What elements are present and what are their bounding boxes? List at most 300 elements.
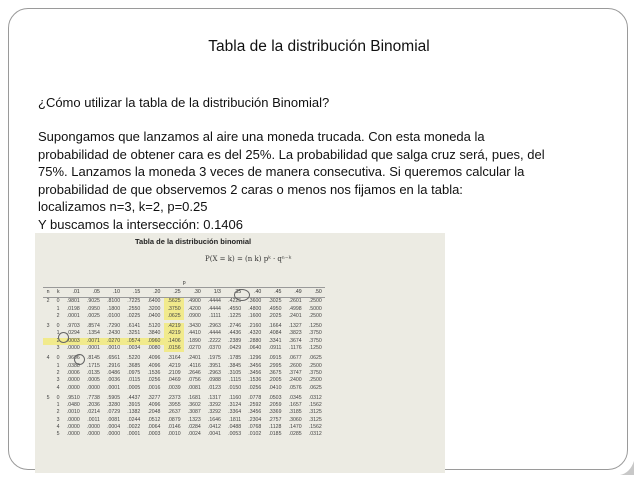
table-cell: .3750 xyxy=(164,306,184,313)
table-cell: 3 xyxy=(46,323,50,330)
table-row xyxy=(43,431,325,438)
table-cell: .0006 xyxy=(66,369,80,376)
table-cell: .0512 xyxy=(147,416,161,423)
p-label-row xyxy=(43,280,325,288)
table-cell: .3685 xyxy=(127,362,141,369)
table-cell: .0001 xyxy=(86,345,100,352)
table-row xyxy=(43,345,325,352)
table-cell: .0016 xyxy=(147,384,161,391)
table-cell: .1800 xyxy=(107,305,121,312)
table-cell: .3456 xyxy=(248,362,262,369)
table-cell: .0677 xyxy=(288,355,302,362)
table-cell: .0480 xyxy=(66,402,80,409)
table-cell: .0000 xyxy=(66,424,80,431)
table-cell: .0388 xyxy=(66,362,80,369)
table-cell: .0022 xyxy=(127,424,141,431)
table-cell: .0102 xyxy=(248,431,262,438)
table-cell: .2304 xyxy=(248,416,262,423)
explanation-paragraph xyxy=(38,128,608,233)
table-cell: 0 xyxy=(56,298,60,305)
table-cell: .3602 xyxy=(187,402,201,409)
table-cell: .2401 xyxy=(187,355,201,362)
paragraph-line: localizamos n=3, k=2, p=0.25 xyxy=(38,199,208,214)
table-cell: .0024 xyxy=(187,431,201,438)
table-cell xyxy=(43,402,53,409)
table-cell: .0000 xyxy=(66,416,80,423)
table-cell: .0003 xyxy=(147,431,161,438)
paragraph-line: probabilidad de que observemos 2 caras o menos nos fijamos en la tabla: xyxy=(38,181,463,197)
corner-curl-icon xyxy=(620,461,634,475)
table-cell: .3600 xyxy=(248,298,262,305)
table-cell: .0950 xyxy=(86,305,100,312)
table-cell: .0004 xyxy=(107,424,121,431)
table-cell: .0370 xyxy=(207,345,221,352)
table-cell: .0988 xyxy=(207,377,221,384)
table-cell: .4096 xyxy=(147,362,161,369)
table-cell: 2 xyxy=(56,312,60,319)
table-cell: .0001 xyxy=(66,312,80,319)
table-cell: 4 xyxy=(56,424,60,431)
table-cell: .2500 xyxy=(308,377,322,384)
table-cell: .1600 xyxy=(248,312,262,319)
table-cell: .2401 xyxy=(288,312,302,319)
table-cell: .4900 xyxy=(187,298,201,305)
table-cell: .0123 xyxy=(207,384,221,391)
table-cell xyxy=(43,306,53,313)
table-cell: .4410 xyxy=(187,330,201,337)
table-cell xyxy=(43,424,53,431)
table-cell: .4320 xyxy=(248,330,262,337)
table-cell: .0960 xyxy=(144,338,164,345)
table-cell: .0025 xyxy=(86,312,100,319)
table-cell: .0429 xyxy=(228,345,242,352)
table-cell: .1562 xyxy=(308,402,322,409)
table-cell: .3747 xyxy=(288,369,302,376)
table-cell: .3124 xyxy=(228,402,242,409)
table-cell: .0000 xyxy=(86,384,100,391)
table-cell: .1296 xyxy=(248,355,262,362)
column-header: .30 xyxy=(184,288,204,298)
table-cell: .6141 xyxy=(127,323,141,330)
table-cell: .3125 xyxy=(308,416,322,423)
table-cell: .2637 xyxy=(167,409,181,416)
table-cell: .0756 xyxy=(187,377,201,384)
table-cell xyxy=(43,363,53,370)
table-cell xyxy=(43,338,53,345)
table-cell: .1250 xyxy=(308,345,322,352)
table-cell: .2916 xyxy=(107,362,121,369)
table-cell: .1225 xyxy=(228,312,242,319)
table-cell: .1811 xyxy=(228,416,242,423)
table-cell: .1354 xyxy=(86,330,100,337)
table-cell: .4096 xyxy=(147,402,161,409)
table-cell: .1536 xyxy=(248,377,262,384)
table-cell: .0156 xyxy=(164,345,184,352)
table-cell: .2963 xyxy=(207,323,221,330)
table-cell: .0005 xyxy=(127,384,141,391)
table-cell: .3750 xyxy=(308,337,322,344)
table-cell: .4444 xyxy=(207,330,221,337)
table-cell: .2222 xyxy=(207,337,221,344)
table-cell: .0244 xyxy=(127,416,141,423)
table-cell: .0081 xyxy=(187,384,201,391)
table-cell: .0256 xyxy=(248,384,262,391)
table-cell: 0 xyxy=(56,355,60,362)
table-cell: .7225 xyxy=(127,298,141,305)
table-cell: .1562 xyxy=(308,424,322,431)
table-cell: .3280 xyxy=(107,402,121,409)
table-cell: .3955 xyxy=(167,402,181,409)
table-cell: 3 xyxy=(56,416,60,423)
table-row xyxy=(43,385,325,392)
table-cell: 2 xyxy=(56,409,60,416)
table-cell: .4444 xyxy=(207,305,221,312)
table-cell: .1715 xyxy=(86,362,100,369)
table-cell: .5625 xyxy=(164,298,184,306)
table-cell: .0503 xyxy=(268,394,282,401)
table-cell: .0011 xyxy=(87,416,100,423)
table-cell: .3292 xyxy=(207,402,221,409)
table-cell: .3025 xyxy=(268,298,282,305)
table-cell: .0270 xyxy=(187,345,201,352)
table-cell: .9703 xyxy=(66,323,80,330)
table-row xyxy=(43,338,325,345)
table-cell: 1 xyxy=(56,330,60,337)
table-cell: .3456 xyxy=(248,369,262,376)
table-cell: .0778 xyxy=(248,394,262,401)
table-cell: .0640 xyxy=(248,345,262,352)
table-cell: .4437 xyxy=(127,394,141,401)
table-cell: .0135 xyxy=(86,369,100,376)
table-cell: .0000 xyxy=(66,431,80,438)
table-cell xyxy=(43,409,53,416)
table-row xyxy=(43,330,325,337)
binomial-table xyxy=(43,280,325,439)
column-header: .45 xyxy=(265,288,285,298)
table-cell: .2160 xyxy=(248,323,262,330)
table-cell: .0900 xyxy=(187,312,201,319)
table-cell: 4 xyxy=(46,355,50,362)
table-cell: 0 xyxy=(56,323,60,330)
table-cell: .4950 xyxy=(268,305,282,312)
table-cell: .3125 xyxy=(308,409,322,416)
table-cell: .3430 xyxy=(187,323,201,330)
table-cell: .4225 xyxy=(228,298,242,305)
table-cell: .0469 xyxy=(167,377,181,384)
table-cell: .3292 xyxy=(207,409,221,416)
table-cell: .3674 xyxy=(288,337,302,344)
table-cell: .2389 xyxy=(228,337,242,344)
table-cell: .2059 xyxy=(268,402,282,409)
table-cell: .0081 xyxy=(107,416,121,423)
table-cell: .0486 xyxy=(107,369,121,376)
table-cell: 0 xyxy=(56,394,60,401)
table-cell: .1250 xyxy=(308,323,322,330)
table-cell: .4200 xyxy=(187,305,201,312)
table-cell: .0256 xyxy=(147,377,161,384)
table-cell: .1785 xyxy=(228,355,242,362)
table-cell xyxy=(43,431,53,438)
circle-k2-marker xyxy=(74,354,85,365)
table-cell: .2036 xyxy=(86,402,100,409)
table-cell: .0400 xyxy=(147,312,161,319)
table-cell: .0071 xyxy=(83,338,103,345)
table-cell: .0312 xyxy=(308,394,322,401)
table-cell: .0000 xyxy=(66,384,80,391)
column-header: .15 xyxy=(124,288,144,298)
table-cell: .0284 xyxy=(187,424,201,431)
p-label: p xyxy=(182,280,186,286)
table-cell: .1646 xyxy=(207,416,221,423)
table-cell: .0150 xyxy=(228,384,242,391)
table-cell: .4444 xyxy=(207,298,221,305)
table-cell xyxy=(43,313,53,320)
paragraph-line: Supongamos que lanzamos al aire una moneda trucada. Con esta moneda la xyxy=(38,129,485,144)
table-cell: .0768 xyxy=(248,424,262,431)
table-row xyxy=(43,370,325,377)
table-cell: .0001 xyxy=(107,384,121,391)
table-cell: .2550 xyxy=(127,305,141,312)
table-cell: 1 xyxy=(56,402,60,409)
table-cell: .0185 xyxy=(268,431,282,438)
table-cell: .0576 xyxy=(288,384,302,391)
table-cell: .2995 xyxy=(268,362,282,369)
table-cell: .3750 xyxy=(308,330,322,337)
table-cell: .2500 xyxy=(308,312,322,319)
table-cell: .0285 xyxy=(288,431,302,438)
table-cell: .8145 xyxy=(86,355,100,362)
table-cell: .4219 xyxy=(167,362,181,369)
table-cell: .0312 xyxy=(308,431,322,438)
table-cell: .3369 xyxy=(268,409,282,416)
table-cell: .0488 xyxy=(228,424,242,431)
paragraph-line: 75%. Lanzamos la moneda 3 veces de manera consecutiva. Si queremos calcular la xyxy=(38,164,525,179)
table-header-row xyxy=(43,288,325,298)
table-cell: .4219 xyxy=(164,323,184,330)
table-cell: .0000 xyxy=(66,377,80,384)
table-cell: .2109 xyxy=(167,369,181,376)
table-cell: .1406 xyxy=(164,338,184,345)
table-cell: .3675 xyxy=(268,369,282,376)
table-cell: .2757 xyxy=(268,416,282,423)
table-cell: .4436 xyxy=(228,330,242,337)
table-cell: .3341 xyxy=(268,337,282,344)
table-cell: .0574 xyxy=(124,338,144,345)
table-cell: .1975 xyxy=(207,355,221,362)
table-row xyxy=(43,402,325,409)
table-cell: .0053 xyxy=(228,431,242,438)
table-cell: .4550 xyxy=(228,305,242,312)
table-cell: .2880 xyxy=(248,337,262,344)
table-cell: .1115 xyxy=(228,377,242,384)
table-row xyxy=(43,409,325,416)
table-cell: .1681 xyxy=(187,394,201,401)
table-cell: .3951 xyxy=(207,362,221,369)
column-header: .50 xyxy=(305,288,325,298)
table-cell: .0879 xyxy=(167,416,181,423)
column-header: k xyxy=(53,288,63,298)
table-cell xyxy=(43,417,53,424)
table-cell: .3456 xyxy=(248,409,262,416)
table-cell: .2400 xyxy=(288,377,302,384)
table-cell: .0625 xyxy=(308,384,322,391)
table-cell: .4998 xyxy=(288,305,302,312)
table-cell: .3750 xyxy=(308,369,322,376)
table-cell: .0345 xyxy=(288,394,302,401)
table-cell: .0975 xyxy=(127,369,141,376)
table-cell: .2746 xyxy=(228,323,242,330)
table-cell: 3 xyxy=(56,345,60,352)
table-cell: .0000 xyxy=(86,424,100,431)
table-cell: 5 xyxy=(46,394,50,401)
table-cell: .9510 xyxy=(66,394,80,401)
table-cell: .0412 xyxy=(207,424,221,431)
table-cell: 4 xyxy=(56,384,60,391)
table-cell: .0000 xyxy=(107,431,121,438)
circle-n3-marker xyxy=(58,332,69,343)
table-cell: .1664 xyxy=(268,323,282,330)
table-cell: .4219 xyxy=(164,330,184,337)
table-cell: .1327 xyxy=(288,323,302,330)
table-cell: .0000 xyxy=(66,345,80,352)
table-cell: .0410 xyxy=(268,384,282,391)
table-row xyxy=(43,363,325,370)
table-cell: .3087 xyxy=(187,409,201,416)
table-cell xyxy=(43,385,53,392)
table-cell: .0225 xyxy=(127,312,141,319)
slide-title: Tabla de la distribución Binomial xyxy=(208,38,430,55)
table-cell: .0036 xyxy=(107,377,121,384)
table-cell: .2025 xyxy=(268,312,282,319)
table-cell: .1536 xyxy=(147,369,161,376)
table-cell: .0064 xyxy=(147,424,161,431)
table-cell: .0915 xyxy=(268,355,282,362)
table-cell: .5000 xyxy=(308,305,322,312)
table-cell: .0003 xyxy=(63,338,83,345)
table-cell: .3185 xyxy=(288,409,302,416)
table-row xyxy=(43,417,325,424)
table-cell: .0214 xyxy=(86,409,100,416)
table-cell: .0198 xyxy=(66,305,80,312)
table-cell: .2005 xyxy=(268,377,282,384)
binomial-formula: P(X = k) = (n k) pᵏ · qⁿ⁻ᵏ xyxy=(205,255,292,263)
table-cell xyxy=(43,370,53,377)
table-cell: .2646 xyxy=(187,369,201,376)
table-cell: .0005 xyxy=(86,377,100,384)
question-text: ¿Cómo utilizar la tabla de la distribución Binomial? xyxy=(38,95,330,110)
table-cell: .4800 xyxy=(248,305,262,312)
table-row xyxy=(43,355,325,362)
table-cell: .1470 xyxy=(288,424,302,431)
table-cell: .2601 xyxy=(288,298,302,305)
table-cell: .0034 xyxy=(127,345,141,352)
table-cell: .0625 xyxy=(308,355,322,362)
paragraph-line: Y buscamos la intersección: 0.1406 xyxy=(38,216,243,232)
table-cell: .0729 xyxy=(107,409,121,416)
column-header: .25 xyxy=(164,288,184,298)
table-cell: .4096 xyxy=(147,355,161,362)
table-cell: .2373 xyxy=(167,394,181,401)
table-cell: .2500 xyxy=(308,362,322,369)
table-cell: 5 xyxy=(56,431,60,438)
table-cell: .0010 xyxy=(167,431,181,438)
table-cell: .3823 xyxy=(288,330,302,337)
table-cell: .1890 xyxy=(187,337,201,344)
table-cell: .3105 xyxy=(228,369,242,376)
table-cell: .4084 xyxy=(268,330,282,337)
table-cell: 3 xyxy=(56,377,60,384)
table-row xyxy=(43,306,325,313)
table-photo-title: Tabla de la distribución binomial xyxy=(135,237,252,246)
column-header: n xyxy=(43,288,53,298)
table-cell: .5120 xyxy=(147,323,161,330)
table-cell: .8100 xyxy=(107,298,121,305)
table-cell: .3845 xyxy=(228,362,242,369)
table-cell: .2048 xyxy=(147,409,161,416)
table-cell xyxy=(43,377,53,384)
column-header: .49 xyxy=(285,288,305,298)
table-cell: .0100 xyxy=(107,312,121,319)
table-cell: .8574 xyxy=(86,323,100,330)
column-header: .20 xyxy=(144,288,164,298)
table-cell: .0115 xyxy=(127,377,141,384)
table-cell: .9606 xyxy=(66,355,80,362)
table-cell: .3277 xyxy=(147,394,161,401)
table-row xyxy=(43,313,325,320)
table-cell: .5220 xyxy=(127,355,141,362)
table-cell: .7738 xyxy=(86,394,100,401)
column-header: .35 xyxy=(225,288,245,298)
table-cell: .1111 xyxy=(209,312,221,319)
column-header: .05 xyxy=(83,288,103,298)
table-cell: .0010 xyxy=(66,409,80,416)
table-cell: .9801 xyxy=(66,298,80,305)
table-cell: .0041 xyxy=(207,431,221,438)
table-row xyxy=(43,323,325,330)
table-cell xyxy=(43,345,53,352)
table-cell: .2963 xyxy=(207,369,221,376)
column-header: 1/3 xyxy=(204,288,224,298)
table-cell: .2592 xyxy=(248,402,262,409)
table-cell: .0294 xyxy=(66,330,80,337)
table-cell: .1657 xyxy=(288,402,302,409)
table-cell: .3364 xyxy=(228,409,242,416)
table-cell: 2 xyxy=(56,369,60,376)
column-header: .40 xyxy=(245,288,265,298)
table-cell: .0010 xyxy=(107,345,121,352)
table-cell: .1317 xyxy=(207,394,221,401)
table-cell: .0000 xyxy=(86,431,100,438)
column-header: .01 xyxy=(63,288,83,298)
paragraph-line: probabilidad de obtener cara es del 25%. La probabilidad que salga cruz será, pues, del xyxy=(38,146,545,162)
table-cell xyxy=(43,330,53,337)
table-cell: .0625 xyxy=(164,313,184,320)
table-cell: .3915 xyxy=(127,402,141,409)
table-cell: 2 xyxy=(53,338,63,345)
table-cell: .2500 xyxy=(308,298,322,305)
table-cell: .0911 xyxy=(268,345,282,352)
table-row xyxy=(43,424,325,431)
table-cell: .3200 xyxy=(147,305,161,312)
table-cell: .4116 xyxy=(188,362,201,369)
table-cell: .7290 xyxy=(107,323,121,330)
table-cell: .6400 xyxy=(147,298,161,305)
circle-p25-marker xyxy=(234,289,250,301)
table-row xyxy=(43,395,325,402)
table-cell: .3060 xyxy=(288,416,302,423)
table-cell: .3840 xyxy=(147,330,161,337)
column-header: .10 xyxy=(104,288,124,298)
